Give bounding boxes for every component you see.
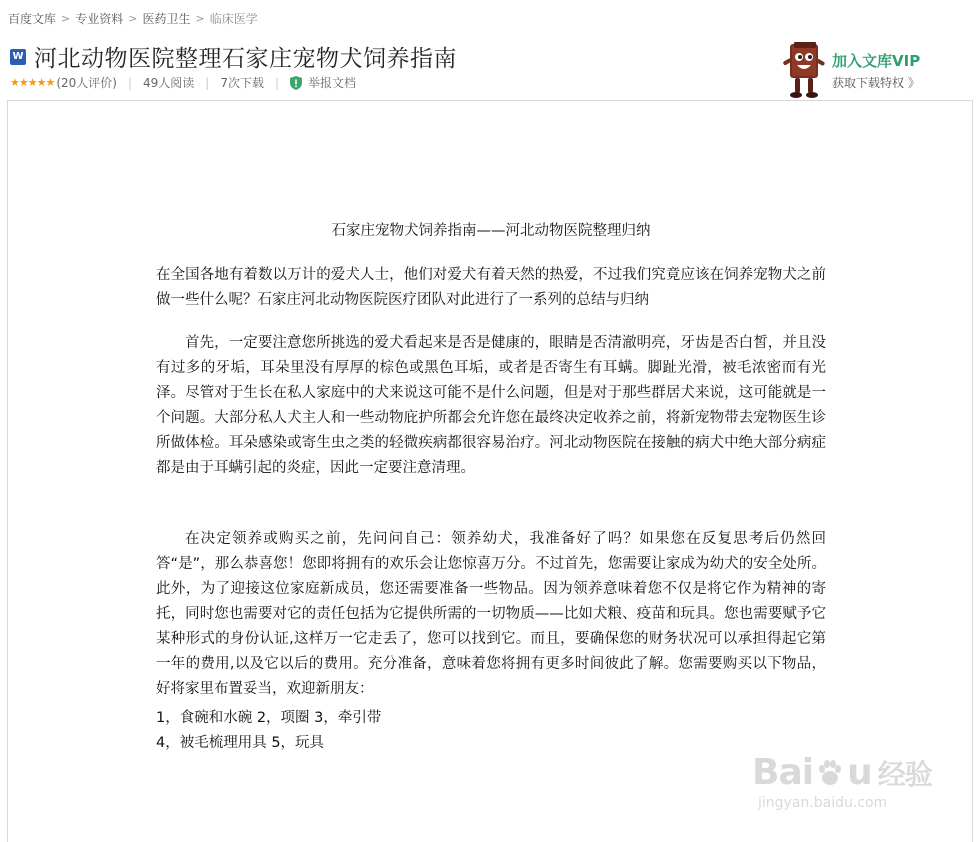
vip-text [832, 50, 920, 91]
paragraph-spacer [156, 499, 826, 527]
breadcrumb-item-clinical[interactable]: 临床医学 [209, 12, 258, 26]
word-doc-icon: W [10, 49, 26, 65]
paragraph-health: 首先，一定要注意您所挑选的爱犬看起来是否是健康的，眼睛是否清澈明亮，牙齿是否白皙，并且没有过多的牙垢，耳朵里没有厚厚的棕色或黑色耳垢，或者是否寄生有耳螨。脚趾光滑，被毛浓密而有光泽。尽管对于生长在私人家庭中的犬来说这可能不是什么问题，但是对于那些群居犬来说，这可能就是一个问题。大部分私人犬主人和一些动物庇护所都会允许您在最终决定收养之前，将新宠物带去宠物医生诊所做体检。耳朵感染或寄生虫之类的轻微疾病都很容易治疗。河北动物医院在接触的病犬中绝大部分病症都是由于耳螨引起的炎症，因此一定要注意清理。 [156, 335, 826, 476]
baidu-jingyan-watermark [752, 752, 932, 811]
document-heading: 石家庄宠物犬饲养指南——河北动物医院整理归纳 [331, 223, 651, 239]
meta-divider: | [205, 75, 210, 90]
watermark-logo [752, 752, 932, 793]
vip-title[interactable]: 加入文库VIP [832, 51, 921, 70]
breadcrumb-item-professional[interactable]: 专业资料 [75, 12, 124, 26]
page-title: 河北动物医院整理石家庄宠物犬饲养指南 [34, 46, 457, 72]
paragraph-intro: 在全国各地有着数以万计的爱犬人士，他们对爱犬有着天然的热爱，不过我们究竟应该在饲养宠物犬之前做一些什么呢？石家庄河北动物医院医疗团队对此进行了一系列的总结与归纳 [156, 267, 826, 308]
rating-stars-icon: ★★★★★ [10, 76, 55, 89]
rating-count[interactable]: (20人评价) [56, 76, 117, 90]
doc-meta [10, 74, 356, 91]
report-link[interactable]: 举报文档 [308, 76, 357, 90]
paw-icon [815, 758, 845, 788]
breadcrumb [8, 10, 258, 27]
breadcrumb-separator: > [195, 12, 205, 25]
watermark-brand-cn: 经验 [877, 757, 932, 791]
document-viewer[interactable] [7, 100, 973, 842]
vip-banner[interactable] [780, 40, 920, 100]
watermark-brand-b: u [847, 752, 872, 793]
document-page [156, 219, 826, 756]
download-count: 7次下载 [220, 76, 264, 90]
list-item: 1，食碗和水碗 2，项圈 3，牵引带 [156, 710, 382, 726]
breadcrumb-separator: > [61, 12, 71, 25]
vip-subtitle[interactable]: 获取下载特权 》 [832, 75, 920, 90]
breadcrumb-separator: > [128, 12, 138, 25]
book-mascot-icon [780, 40, 826, 100]
watermark-brand-a: Bai [752, 752, 814, 793]
paragraph-preparation: 在决定领养或购买之前，先问问自己：领养幼犬，我准备好了吗？如果您在反复思考后仍然回答“是”，那么恭喜您！您即将拥有的欢乐会让您惊喜万分。不过首先，您需要让家成为幼犬的安全处所。此外，为了迎接这位家庭新成员，您还需要准备一些物品。因为领养意味着您不仅是将它作为精神的寄托，同时您也需要对它的责任包括为它提供所需的一切物质——比如犬粮、疫苗和玩具。您也需要赋予它某种形式的身份认证,这样万一它走丢了，您可以找到它。而且，要确保您的财务状况可以承担得起它第一年的费用,以及它以后的费用。充分准备，意味着您将拥有更多时间彼此了解。您需要购买以下物品，好将家里布置妥当，欢迎新朋友： [156, 531, 826, 697]
breadcrumb-item-medicine[interactable]: 医药卫生 [142, 12, 191, 26]
shield-icon [290, 76, 302, 90]
meta-divider: | [274, 75, 280, 90]
watermark-url: jingyan.baidu.com [758, 795, 888, 811]
title-row [10, 40, 457, 73]
meta-divider: | [127, 75, 132, 90]
breadcrumb-item-wenku[interactable]: 百度文库 [8, 12, 57, 26]
list-item: 4，被毛梳理用具 5，玩具 [156, 735, 325, 751]
read-count: 49人阅读 [143, 76, 195, 90]
